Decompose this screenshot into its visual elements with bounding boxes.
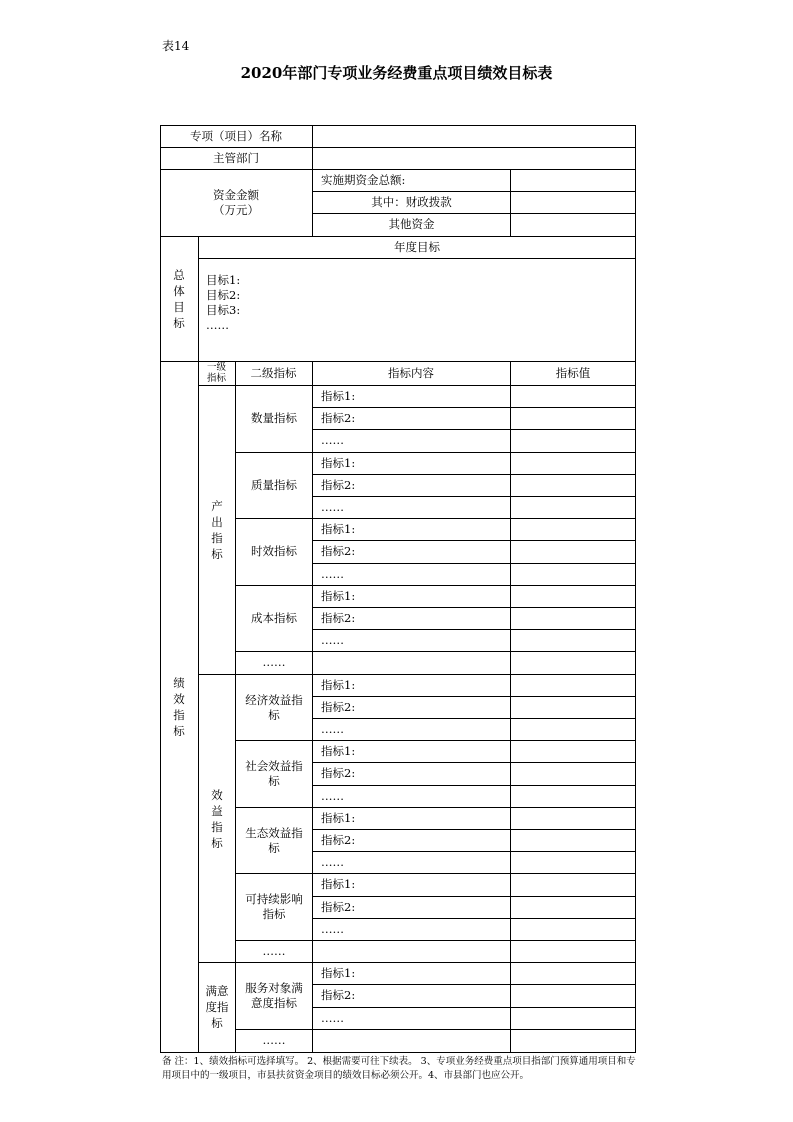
goal-list[interactable]: [206, 273, 240, 333]
level1-indicator-text: 效益指标: [211, 787, 223, 850]
indicator-content-cell[interactable]: 指标1:: [321, 521, 356, 536]
level2-header: 二级指标: [250, 365, 297, 380]
indicator-value-cell[interactable]: [511, 1029, 636, 1051]
indicator-content-cell[interactable]: 指标2:: [321, 477, 356, 492]
performance-side-text: 绩效指标: [173, 676, 185, 738]
indicator-value-cell[interactable]: [511, 851, 636, 873]
indicator-content-cell[interactable]: [313, 651, 510, 673]
indicator-value-cell[interactable]: [511, 518, 636, 540]
funding-fiscal-value[interactable]: [511, 191, 636, 213]
indicator-content-cell[interactable]: 指标1:: [321, 588, 356, 603]
indicator-content-cell[interactable]: ……: [321, 632, 344, 647]
level2-more: ……: [262, 943, 286, 958]
indicator-value-cell[interactable]: [511, 385, 636, 407]
value-header: 指标值: [555, 365, 591, 380]
indicator-value-cell[interactable]: [511, 496, 636, 518]
funding-other-label: 其他资金: [388, 217, 435, 231]
level1-header-text: 一级指标: [206, 362, 226, 384]
indicator-value-cell[interactable]: [511, 984, 636, 1006]
level2-indicator-text: 成本指标: [251, 611, 297, 625]
indicator-value-cell[interactable]: [511, 962, 636, 984]
indicator-content-cell[interactable]: ……: [321, 921, 344, 936]
indicator-value-cell[interactable]: [511, 762, 636, 784]
goal-item: 目标2:: [206, 288, 241, 302]
indicator-content-cell[interactable]: [313, 1029, 510, 1051]
level2-indicator: [236, 674, 312, 741]
level2-indicator: [236, 585, 312, 652]
content-header: 指标内容: [388, 365, 434, 380]
indicator-content-cell[interactable]: 指标2:: [321, 832, 356, 847]
performance-side-label: [160, 361, 198, 1053]
indicator-value-cell[interactable]: [511, 540, 636, 562]
level2-indicator: [236, 385, 312, 452]
level2-indicator: [236, 518, 312, 585]
indicator-value-cell[interactable]: [511, 607, 636, 629]
department-label: 主管部门: [213, 150, 259, 165]
indicator-content-cell[interactable]: 指标2:: [321, 610, 356, 625]
indicator-value-cell[interactable]: [511, 629, 636, 651]
indicator-value-cell[interactable]: [511, 1007, 636, 1029]
level1-indicator: [199, 962, 235, 1051]
indicator-value-cell[interactable]: [511, 452, 636, 474]
indicator-content-cell[interactable]: ……: [321, 854, 344, 869]
project-name-field[interactable]: [313, 125, 636, 147]
indicator-content-cell[interactable]: ……: [321, 432, 344, 447]
annual-goal-header: 年度目标: [394, 239, 440, 254]
level2-indicator-text: 服务对象满意度指标: [245, 980, 303, 1010]
level1-header: [198, 361, 235, 385]
indicator-value-cell[interactable]: [511, 807, 636, 829]
indicator-value-cell[interactable]: [511, 429, 636, 451]
project-name-label: 专项（项目）名称: [190, 128, 282, 143]
indicator-value-cell[interactable]: [511, 940, 636, 962]
indicator-content-cell[interactable]: ……: [321, 566, 344, 581]
overall-goal-side-label: [160, 236, 198, 361]
level2-indicator: [236, 452, 312, 519]
funding-label: 资金金额（万元）: [213, 187, 259, 217]
indicator-value-cell[interactable]: [511, 918, 636, 940]
indicator-content-cell[interactable]: 指标1:: [321, 388, 356, 403]
indicator-value-cell[interactable]: [511, 585, 636, 607]
table-number: 表14: [162, 39, 190, 53]
page-title: 2020年部门专项业务经费重点项目绩效目标表: [240, 64, 553, 82]
level2-indicator-text: 生态效益指标: [245, 825, 303, 855]
indicator-content-cell[interactable]: 指标2:: [321, 987, 356, 1002]
overall-goal-side-text: 总体目标: [173, 267, 185, 330]
level2-indicator: [236, 807, 312, 874]
indicator-content-cell[interactable]: ……: [321, 788, 344, 803]
indicator-value-cell[interactable]: [511, 563, 636, 585]
level1-indicator-text: 满意度指标: [205, 983, 229, 1030]
level2-more: ……: [262, 654, 286, 669]
indicator-content-cell[interactable]: ……: [321, 1010, 344, 1025]
level2-indicator: [236, 873, 312, 940]
goal-item: 目标3:: [206, 303, 241, 317]
level2-indicator-text: 社会效益指标: [245, 758, 303, 788]
level2-indicator-text: 质量指标: [251, 478, 297, 492]
indicator-value-cell[interactable]: [511, 873, 636, 895]
indicator-value-cell[interactable]: [511, 829, 636, 851]
department-field[interactable]: [313, 147, 636, 169]
indicator-value-cell[interactable]: [511, 407, 636, 429]
level1-indicator: [199, 385, 235, 674]
indicator-value-cell[interactable]: [511, 718, 636, 740]
indicator-value-cell[interactable]: [511, 896, 636, 918]
indicator-content-cell[interactable]: [313, 940, 510, 962]
funding-fiscal-label: 其中：财政拨款: [371, 194, 452, 209]
level2-indicator-text: 时效指标: [251, 544, 297, 558]
level2-indicator: [236, 962, 312, 1029]
level1-indicator: [199, 674, 235, 963]
level2-indicator-text: 可持续影响指标: [245, 891, 303, 921]
goal-item: 目标1:: [206, 273, 241, 287]
indicator-content-cell[interactable]: 指标1:: [321, 677, 356, 692]
funding-total-value[interactable]: [511, 169, 636, 191]
goal-item: ……: [206, 318, 229, 332]
level2-more: ……: [262, 1032, 286, 1047]
funding-total-label: 实施期资金总额:: [321, 172, 406, 187]
indicator-value-cell[interactable]: [511, 651, 636, 673]
indicator-content-cell[interactable]: 指标2:: [321, 899, 356, 914]
level2-indicator-text: 经济效益指标: [245, 692, 303, 722]
indicator-content-cell[interactable]: 指标1:: [321, 876, 356, 891]
indicator-content-cell[interactable]: 指标2:: [321, 543, 356, 558]
indicator-content-cell[interactable]: 指标2:: [321, 410, 356, 425]
performance-goal-table: [160, 125, 636, 1053]
funding-other-value[interactable]: [511, 213, 636, 236]
indicator-content-cell[interactable]: 指标1:: [321, 455, 356, 470]
indicator-content-cell[interactable]: 指标2:: [321, 765, 356, 780]
indicator-value-cell[interactable]: [511, 474, 636, 496]
indicator-content-cell[interactable]: 指标1:: [321, 810, 356, 825]
indicator-value-cell[interactable]: [511, 740, 636, 762]
level2-indicator: [236, 740, 312, 807]
indicator-value-cell[interactable]: [511, 674, 636, 696]
indicator-content-cell[interactable]: ……: [321, 721, 344, 736]
level2-indicator-text: 数量指标: [251, 411, 297, 425]
footnote: 备 注：1、绩效指标可选择填写。 2、根据需要可往下续表。 3、专项业务经费重点项目指部门预算通用项目和专用项目中的一级项目，市县扶贫资金项目的绩效目标必须公开。4、市县部门也应公开。: [162, 1056, 636, 1081]
indicator-content-cell[interactable]: 指标1:: [321, 743, 356, 758]
indicator-value-cell[interactable]: [511, 696, 636, 718]
indicator-content-cell[interactable]: 指标1:: [321, 965, 356, 980]
indicator-value-cell[interactable]: [511, 785, 636, 807]
indicator-content-cell[interactable]: ……: [321, 499, 344, 514]
level1-indicator-text: 产出指标: [211, 498, 223, 561]
indicator-content-cell[interactable]: 指标2:: [321, 699, 356, 714]
